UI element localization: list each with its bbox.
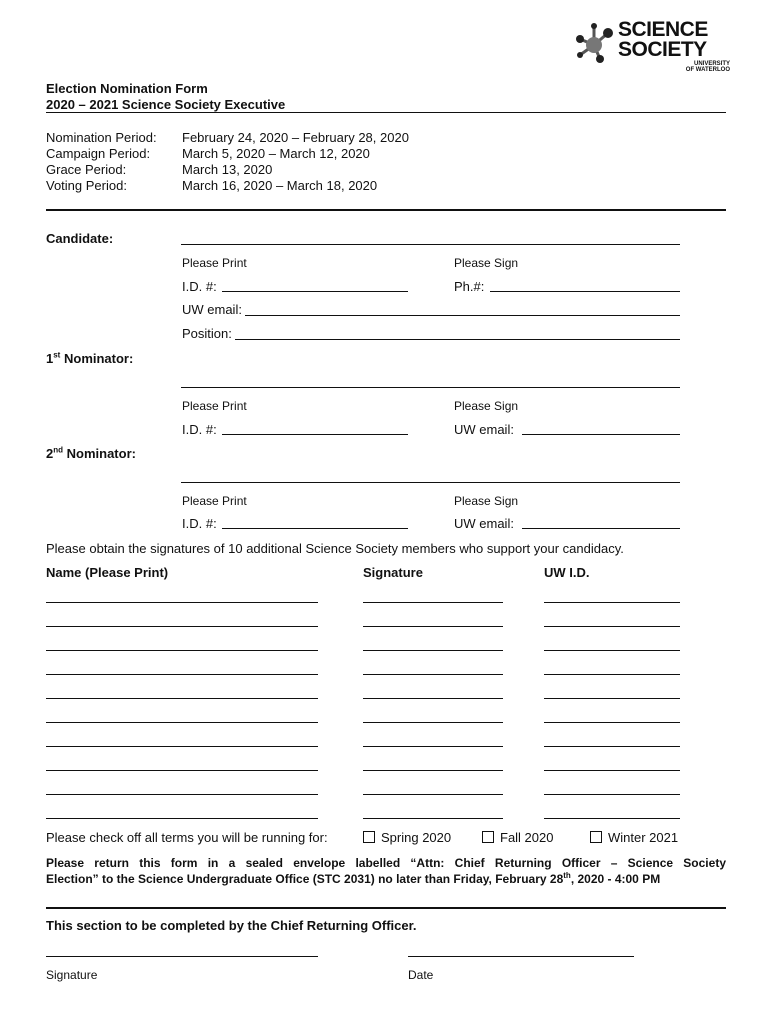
supporter-id-field[interactable] [544,818,680,819]
col-header-uwid: UW I.D. [544,565,590,580]
please-sign-label: Please Sign [454,399,519,413]
science-society-logo [570,17,730,77]
cro-date-field[interactable] [408,956,634,957]
please-print-label: Please Print [182,399,247,413]
return-notice-line2: Election” to the Science Undergraduate Office (STC 2031) no later than Friday, February 28th, 2020 - 4:00 PM [46,871,661,886]
checkbox-icon [590,831,602,843]
logo-text-waterloo: OF WATERLOO [685,67,730,73]
cro-signature-field[interactable] [46,956,318,957]
nominator1-email-label: UW email: [454,422,514,437]
supporter-signature-field[interactable] [363,650,503,651]
checkbox-icon [482,831,494,843]
supporter-id-field[interactable] [544,602,680,603]
col-header-name: Name (Please Print) [46,565,169,580]
please-sign-label: Please Sign [454,494,519,508]
supporter-id-field[interactable] [544,794,680,795]
supporter-signature-field[interactable] [363,794,503,795]
divider [46,209,726,211]
candidate-label: Candidate: [46,231,114,246]
period-label: Grace Period: [46,162,127,177]
supporter-name-field[interactable] [46,722,318,723]
cro-date-label: Date [408,968,434,982]
candidate-phone-field[interactable] [490,291,680,292]
term-checkbox-winter-2021[interactable]: Winter 2021 [590,830,678,846]
nominator2-id-field[interactable] [222,528,408,529]
please-print-label: Please Print [182,494,247,508]
supporter-name-field[interactable] [46,818,318,819]
supporter-name-field[interactable] [46,770,318,771]
supporter-id-field[interactable] [544,770,680,771]
nominator1-label: 1st Nominator: [46,350,134,366]
please-print-label: Please Print [182,256,247,270]
supporter-id-field[interactable] [544,626,680,627]
supporter-id-field[interactable] [544,746,680,747]
candidate-email-label: UW email: [182,302,242,317]
form-title: Election Nomination Form [46,81,208,96]
period-label: Campaign Period: [46,146,151,161]
candidate-email-field[interactable] [245,315,680,316]
molecule-icon [570,21,620,69]
term-checkbox-fall-2020[interactable]: Fall 2020 [482,830,553,846]
nominator2-email-label: UW email: [454,516,514,531]
supporter-signature-field[interactable] [363,722,503,723]
candidate-id-field[interactable] [222,291,408,292]
candidate-phone-label: Ph.#: [454,279,485,294]
candidate-name-line[interactable] [181,244,680,245]
checkbox-icon [363,831,375,843]
return-notice-line1: Please return this form in a sealed envelope labelled “Attn: Chief Returning Officer – Science Society [46,856,726,870]
form-subtitle: 2020 – 2021 Science Society Executive [46,97,286,112]
nominator2-name-line[interactable] [181,482,680,483]
supporter-signature-field[interactable] [363,698,503,699]
period-label: Voting Period: [46,178,127,193]
period-label: Nomination Period: [46,130,157,145]
supporter-name-field[interactable] [46,746,318,747]
candidate-id-label: I.D. #: [182,279,217,294]
cro-heading: This section to be completed by the Chief Returning Officer. [46,918,417,933]
supporter-id-field[interactable] [544,650,680,651]
nominator1-name-line[interactable] [181,387,680,388]
col-header-signature: Signature [363,565,423,580]
candidate-position-field[interactable] [235,339,680,340]
supporter-signature-field[interactable] [363,746,503,747]
supporter-id-field[interactable] [544,722,680,723]
period-value: March 16, 2020 – March 18, 2020 [182,178,378,193]
logo-text-science: SCIENCE [618,18,708,41]
supporter-name-field[interactable] [46,674,318,675]
divider [46,907,726,909]
supporter-signature-field[interactable] [363,818,503,819]
nominator2-id-label: I.D. #: [182,516,217,531]
supporter-id-field[interactable] [544,698,680,699]
supporter-signature-field[interactable] [363,602,503,603]
logo-text-society: SOCIETY [618,38,707,61]
supporters-instruction: Please obtain the signatures of 10 additional Science Society members who support your candidacy. [46,541,624,556]
nominator1-id-field[interactable] [222,434,408,435]
period-value: March 13, 2020 [182,162,273,177]
term-checkbox-spring-2020[interactable]: Spring 2020 [363,830,451,846]
supporter-name-field[interactable] [46,602,318,603]
logo-text-university: UNIVERSITY [693,61,730,67]
please-sign-label: Please Sign [454,256,519,270]
period-value: February 24, 2020 – February 28, 2020 [182,130,409,145]
candidate-position-label: Position: [182,326,232,341]
divider [46,112,726,113]
supporter-signature-field[interactable] [363,626,503,627]
nominator1-id-label: I.D. #: [182,422,217,437]
nominator2-label: 2nd Nominator: [46,445,136,461]
supporter-id-field[interactable] [544,674,680,675]
supporter-name-field[interactable] [46,698,318,699]
cro-signature-label: Signature [46,968,98,982]
supporter-signature-field[interactable] [363,770,503,771]
supporter-name-field[interactable] [46,626,318,627]
nominator2-email-field[interactable] [522,528,680,529]
period-value: March 5, 2020 – March 12, 2020 [182,146,370,161]
supporter-signature-field[interactable] [363,674,503,675]
supporter-name-field[interactable] [46,794,318,795]
terms-prompt: Please check off all terms you will be running for: [46,830,328,845]
nominator1-email-field[interactable] [522,434,680,435]
supporter-name-field[interactable] [46,650,318,651]
